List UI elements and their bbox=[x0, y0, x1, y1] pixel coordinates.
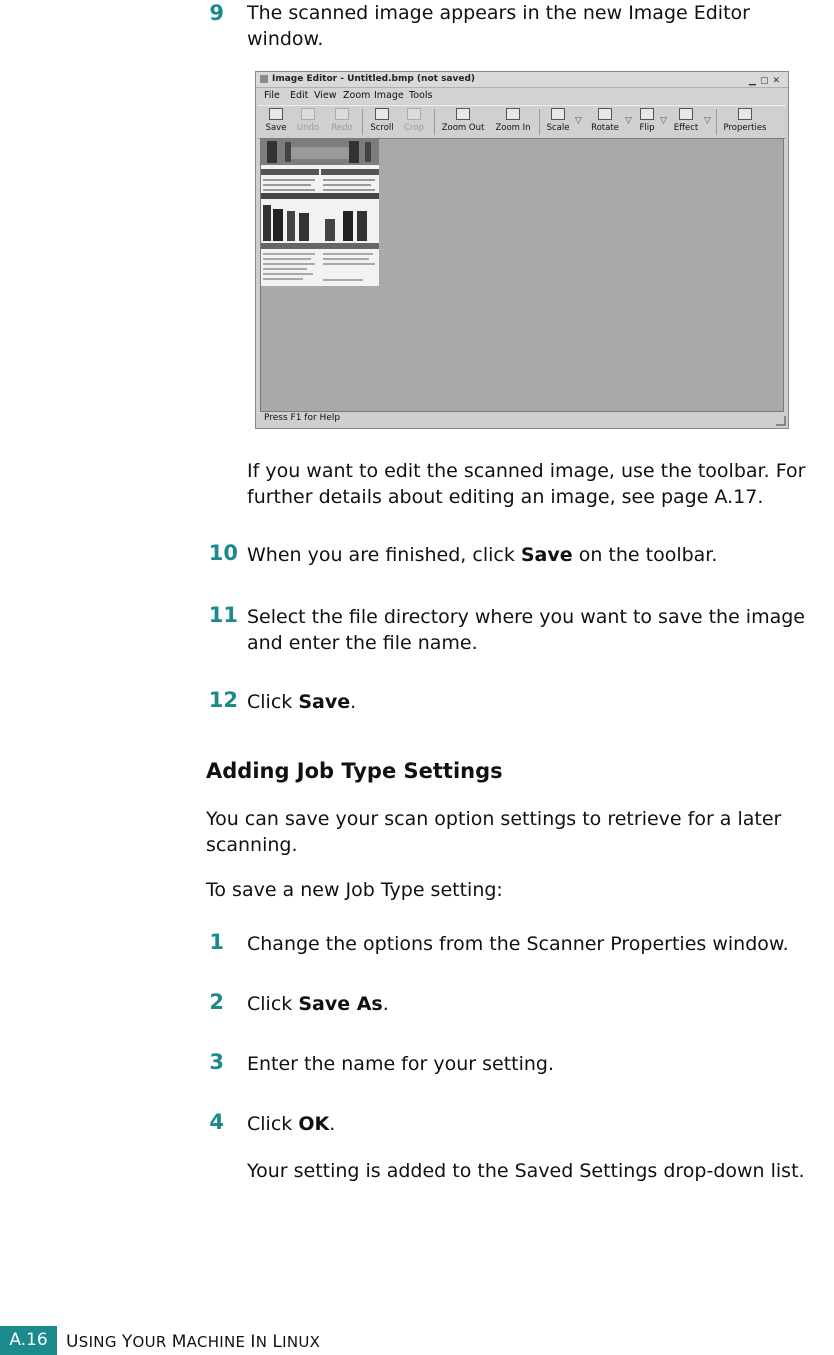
toolbar-divider bbox=[434, 109, 435, 135]
sub-step-1-text: Change the options from the Scanner Properties window. bbox=[247, 933, 789, 955]
step-number-4: 4 bbox=[209, 1110, 224, 1134]
sub-step-3-text: Enter the name for your setting. bbox=[247, 1053, 555, 1075]
footer-t7: I bbox=[250, 1332, 256, 1352]
rotate-icon bbox=[598, 108, 612, 120]
properties-icon bbox=[738, 108, 752, 120]
redo-button[interactable] bbox=[328, 107, 356, 137]
status-bar bbox=[258, 410, 784, 426]
window-titlebar bbox=[256, 72, 788, 88]
step-number-2: 2 bbox=[209, 990, 224, 1014]
flip-icon bbox=[640, 108, 654, 120]
toolbar bbox=[258, 105, 786, 139]
footer-t10: INUX bbox=[282, 1333, 321, 1351]
sub-step-2-bold: Save As bbox=[298, 993, 383, 1015]
sub-step-2-post: . bbox=[382, 993, 389, 1015]
properties-button[interactable] bbox=[722, 107, 768, 137]
step-12-bold: Save bbox=[298, 691, 351, 713]
resize-grip-icon[interactable] bbox=[776, 416, 786, 426]
menu-edit[interactable]: Edit bbox=[290, 90, 309, 101]
toolbar-divider bbox=[362, 109, 363, 135]
step-10-pre: When you are finished, click bbox=[247, 544, 521, 566]
image-canvas[interactable] bbox=[260, 138, 784, 412]
redo-icon bbox=[335, 108, 349, 120]
scanned-page-graphic bbox=[261, 139, 379, 286]
zoom-in-button[interactable] bbox=[492, 107, 534, 137]
crop-label: Crop bbox=[404, 123, 424, 133]
scale-button[interactable] bbox=[544, 107, 572, 137]
undo-label: Undo bbox=[296, 123, 320, 133]
menu-view[interactable]: View bbox=[314, 90, 337, 101]
sub-step-4-pre: Click bbox=[247, 1113, 299, 1135]
step-number-10: 10 bbox=[208, 541, 238, 565]
step-12-post: . bbox=[350, 691, 357, 713]
section-heading: Adding Job Type Settings bbox=[206, 759, 503, 783]
save-icon bbox=[269, 108, 283, 120]
effect-dropdown-icon[interactable]: ▽ bbox=[704, 116, 711, 126]
crop-icon bbox=[407, 108, 421, 120]
footer-t2: SING bbox=[78, 1333, 122, 1351]
flip-button[interactable] bbox=[636, 107, 658, 137]
sub-step-2-pre: Click bbox=[247, 993, 299, 1015]
undo-icon bbox=[301, 108, 315, 120]
footer-t9: L bbox=[272, 1332, 283, 1352]
page-number: A.16 bbox=[0, 1326, 57, 1355]
app-icon bbox=[260, 75, 268, 83]
footer-chapter-title bbox=[66, 1332, 320, 1352]
step-number-9: 9 bbox=[209, 1, 224, 25]
footer-t5: M bbox=[171, 1332, 187, 1352]
scroll-icon bbox=[375, 108, 389, 120]
scale-icon bbox=[551, 108, 565, 120]
footer-t8: N bbox=[255, 1333, 273, 1351]
menu-zoom[interactable]: Zoom bbox=[343, 90, 371, 101]
step-number-11: 11 bbox=[208, 603, 238, 627]
step-10-post: on the toolbar. bbox=[572, 544, 718, 566]
effect-button[interactable] bbox=[671, 107, 701, 137]
zoom-in-icon bbox=[506, 108, 520, 120]
footer-t1: U bbox=[66, 1332, 79, 1352]
scale-label: Scale bbox=[546, 123, 570, 133]
footer-t6: ACHINE bbox=[186, 1333, 251, 1351]
toolbar-divider bbox=[716, 109, 717, 135]
status-text: Press F1 for Help bbox=[264, 413, 341, 423]
sub-step-2-text bbox=[247, 991, 834, 1017]
zoom-out-label: Zoom Out bbox=[441, 123, 485, 133]
crop-button[interactable] bbox=[400, 107, 428, 137]
step-10-bold: Save bbox=[520, 544, 573, 566]
edit-note-text: If you want to edit the scanned image, use the toolbar. For further details about editing an image, see page A.17. bbox=[247, 460, 806, 508]
sub-step-4-note: Your setting is added to the Saved Settings drop-down list. bbox=[247, 1160, 805, 1182]
scanned-image-thumbnail bbox=[261, 139, 379, 286]
scroll-label: Scroll bbox=[370, 123, 394, 133]
redo-label: Redo bbox=[331, 123, 353, 133]
step-number-12: 12 bbox=[208, 688, 238, 712]
scale-dropdown-icon[interactable]: ▽ bbox=[575, 116, 582, 126]
zoom-out-button[interactable] bbox=[438, 107, 488, 137]
flip-label: Flip bbox=[639, 123, 655, 133]
scroll-button[interactable] bbox=[368, 107, 396, 137]
section-lead: To save a new Job Type setting: bbox=[206, 879, 503, 901]
menu-file[interactable]: File bbox=[264, 90, 280, 101]
flip-dropdown-icon[interactable]: ▽ bbox=[660, 116, 667, 126]
rotate-label: Rotate bbox=[591, 123, 619, 133]
undo-button[interactable] bbox=[294, 107, 322, 137]
menu-image[interactable]: Image bbox=[374, 90, 404, 101]
footer-t3: Y bbox=[121, 1332, 133, 1352]
section-intro: You can save your scan option settings to retrieve for a later scanning. bbox=[206, 808, 782, 856]
toolbar-divider bbox=[539, 109, 540, 135]
sub-step-4-bold: OK bbox=[298, 1113, 330, 1135]
window-controls-icon: ▁▢✕ bbox=[749, 76, 784, 86]
step-10-text bbox=[247, 542, 834, 568]
step-number-1: 1 bbox=[209, 930, 224, 954]
sub-step-4-post: . bbox=[329, 1113, 336, 1135]
effect-icon bbox=[679, 108, 693, 120]
step-number-3: 3 bbox=[209, 1050, 224, 1074]
effect-label: Effect bbox=[673, 123, 699, 133]
sub-step-4-text bbox=[247, 1111, 834, 1137]
step-12-pre: Click bbox=[247, 691, 299, 713]
properties-label: Properties bbox=[723, 123, 767, 133]
menu-tools[interactable]: Tools bbox=[409, 90, 433, 101]
window-title: Image Editor - Untitled.bmp (not saved) bbox=[272, 74, 476, 84]
step-11-text: Select the file directory where you want to save the image and enter the file name. bbox=[247, 606, 805, 654]
rotate-button[interactable] bbox=[588, 107, 622, 137]
step-12-text bbox=[247, 689, 834, 715]
menubar bbox=[256, 88, 788, 104]
save-label: Save bbox=[265, 123, 287, 133]
zoom-in-label: Zoom In bbox=[495, 123, 531, 133]
step-9-text: The scanned image appears in the new Image Editor window. bbox=[247, 2, 750, 50]
image-editor-screenshot bbox=[255, 71, 789, 429]
save-button[interactable] bbox=[262, 107, 290, 137]
zoom-out-icon bbox=[456, 108, 470, 120]
footer-t4: OUR bbox=[132, 1333, 172, 1351]
rotate-dropdown-icon[interactable]: ▽ bbox=[625, 116, 632, 126]
